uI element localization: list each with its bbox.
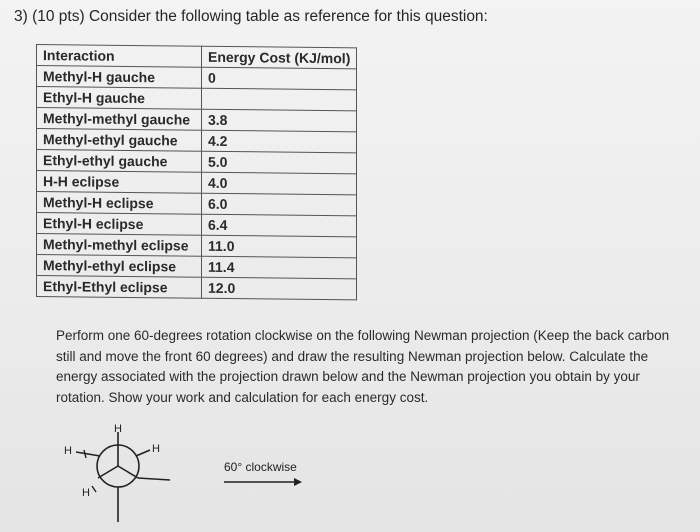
header-interaction: Interaction [37,45,202,68]
cost-cell: 11.4 [202,256,357,279]
interaction-cell: Methyl-methyl gauche [37,108,202,131]
question-prompt: 3) (10 pts) Consider the following table as reference for this question: [14,8,488,25]
table-row [37,276,357,300]
cost-cell: 3.8 [202,109,357,132]
label-bottom-left-h: H [82,487,90,499]
bond-tick-left [84,450,86,458]
interaction-cell: Methyl-H gauche [37,66,202,89]
label-top-h: H [114,423,122,435]
label-left-h: H [64,445,72,457]
cost-cell: 4.2 [202,130,357,153]
newman-projection [58,420,188,530]
arrow-head [294,478,302,486]
front-bond-bottom-right [118,466,138,478]
cost-cell: 11.0 [202,235,357,258]
cost-cell: 12.0 [202,277,357,300]
back-bond-right [136,450,150,456]
front-bond-extension [138,478,170,480]
rotation-label: 60° clockwise [224,460,297,474]
cost-cell: 4.0 [202,172,357,195]
energy-cost-table [36,44,357,300]
cost-cell [202,88,357,111]
interaction-cell: H-H eclipse [37,171,202,194]
front-bond-bottom-left [98,466,118,478]
interaction-cell: Methyl-ethyl gauche [37,129,202,152]
bond-tick-bottom [92,486,96,492]
interaction-cell: Ethyl-ethyl gauche [37,150,202,173]
interaction-cell: Methyl-methyl eclipse [37,234,202,257]
interaction-cell: Ethyl-H gauche [37,87,202,110]
interaction-cell: Ethyl-H eclipse [37,213,202,236]
back-bond-left [76,452,100,456]
cost-cell: 5.0 [202,151,357,174]
label-right-h: H [152,443,160,455]
rotation-arrow [222,476,304,488]
header-energy-cost: Energy Cost (KJ/mol) [202,46,357,69]
cost-cell: 0 [202,67,357,90]
cost-cell: 6.0 [202,193,357,216]
cost-cell: 6.4 [202,214,357,237]
interaction-cell: Ethyl-Ethyl eclipse [37,276,202,299]
rotation-instructions: Perform one 60-degrees rotation clockwise on the following Newman projection (Keep the back carbon still and move the front 60 degrees) and draw the resulting Newman projection below. Calculate the energy associated with the projection drawn below and the Newman projection you obtain by your rotation. Show your work and calculation for each energy cost. [56,328,670,405]
interaction-cell: Methyl-H eclipse [37,192,202,215]
interaction-cell: Methyl-ethyl eclipse [37,255,202,278]
